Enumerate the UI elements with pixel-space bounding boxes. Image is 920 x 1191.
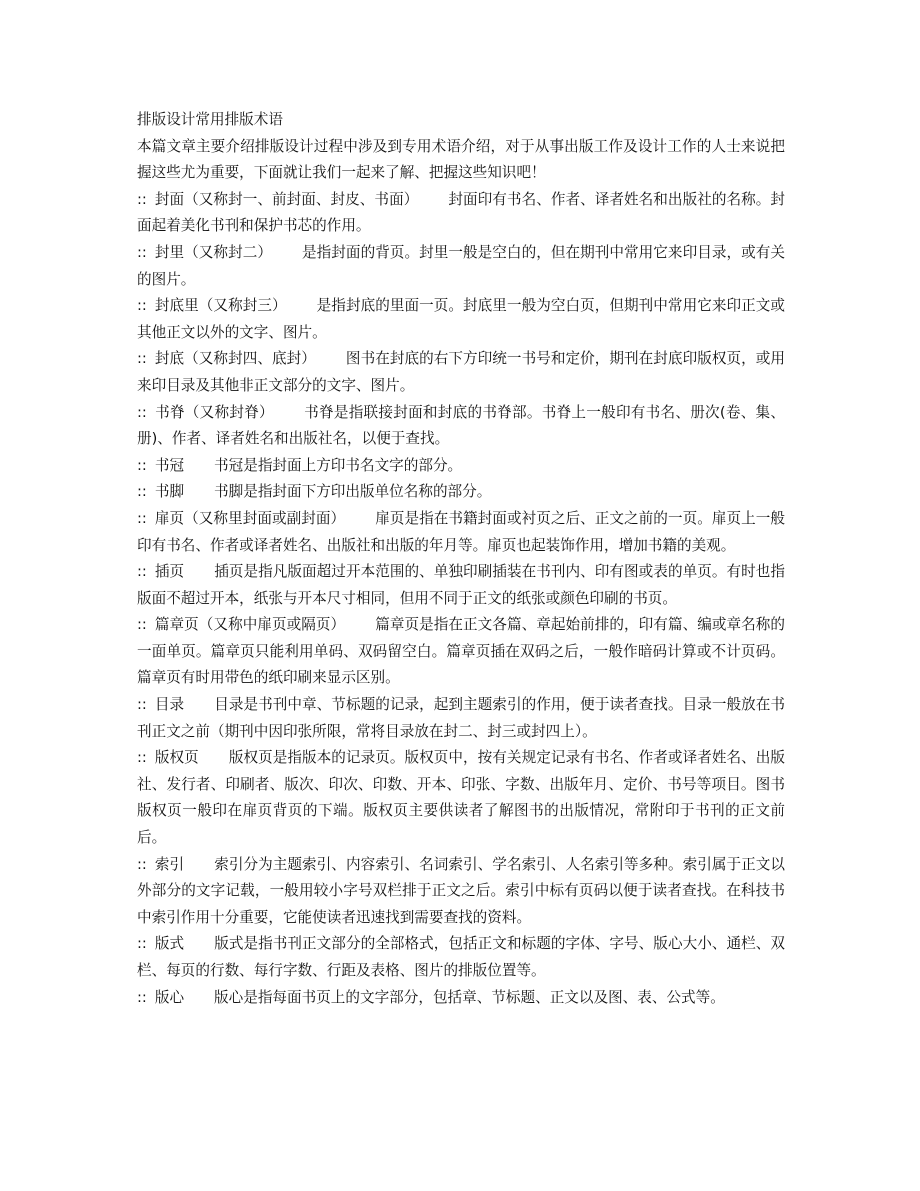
glossary-entry: [137, 346, 785, 399]
glossary-entry: [137, 506, 785, 559]
glossary-entry: [137, 985, 785, 1012]
entry-term: 书脊（又称封脊）: [154, 403, 274, 421]
glossary-entry: [137, 479, 785, 506]
bullet-marker: ::: [137, 243, 147, 261]
entry-definition: 版心是指每面书页上的文字部分，包括章、节标题、正文以及图、表、公式等。: [214, 988, 725, 1006]
entry-term: 目录: [154, 696, 185, 714]
entry-definition: 书冠是指封面上方印书名文字的部分。: [214, 456, 463, 474]
entry-term: 扉页（又称里封面或副封面）: [154, 509, 346, 527]
entry-definition: 书脊是指联接封面和封底的书脊部。书脊上一般印有书名、册次(卷、集、册)、作者、译者姓名和出版社名，以便于查找。: [137, 403, 785, 448]
document-title: 排版设计常用排版术语: [137, 111, 283, 128]
entry-term: 版权页: [154, 749, 199, 767]
bullet-marker: ::: [137, 350, 147, 368]
glossary-entry: [137, 240, 785, 293]
glossary-entry: [137, 745, 785, 851]
glossary-entry: [137, 852, 785, 932]
entry-definition: 是指封面的背页。封里一般是空白的，但在期刊中常用它来印目录，或有关的图片。: [137, 243, 785, 288]
document-page: [137, 107, 785, 1011]
glossary-entry: [137, 187, 785, 240]
bullet-marker: ::: [137, 988, 147, 1006]
entry-term: 封面（又称封一、前封面、封皮、书面）: [154, 190, 419, 208]
entry-term: 封底里（又称封三）: [154, 297, 287, 315]
entry-definition: 版权页是指版本的记录页。版权页中，按有关规定记录有书名、作者或译者姓名、出版社、发行者、印刷者、版次、印次、印数、开本、印张、字数、出版年月、定价、书号等项目。图书版权页一般印在扉页背页的下端。版权页主要供读者了解图书的出版情况，常附印于书刊的正文前后。: [137, 749, 785, 847]
glossary-entry: [137, 453, 785, 480]
bullet-marker: ::: [137, 749, 147, 767]
entry-term: 篇章页（又称中扉页或隔页）: [154, 616, 346, 634]
glossary-entry: [137, 559, 785, 612]
entry-definition: 目录是书刊中章、节标题的记录，起到主题索引的作用，便于读者查找。目录一般放在书刊正文之前（期刊中因印张所限，常将目录放在封二、封三或封四上）。: [137, 696, 785, 740]
glossary-entry: [137, 293, 785, 346]
glossary-entry: [137, 400, 785, 453]
entry-term: 版式: [154, 935, 185, 953]
bullet-marker: ::: [137, 696, 147, 714]
entry-definition: 图书在封底的右下方印统一书号和定价，期刊在封底印版权页，或用来印目录及其他非正文部分的文字、图片。: [137, 350, 785, 394]
glossary-entry: [137, 692, 785, 745]
entry-term: 索引: [154, 855, 185, 873]
entry-definition: 版式是指书刊正文部分的全部格式，包括正文和标题的字体、字号、版心大小、通栏、双栏、每页的行数、每行字数、行距及表格、图片的排版位置等。: [137, 935, 785, 979]
bullet-marker: ::: [137, 616, 147, 634]
entry-definition: 索引分为主题索引、内容索引、名词索引、学名索引、人名索引等多种。索引属于正文以外部分的文字记载，一般用较小字号双栏排于正文之后。索引中标有页码以便于读者查找。在科技书中索引作用十分重要，它能使读者迅速找到需要查找的资料。: [137, 855, 785, 926]
entry-term: 封底（又称封四、底封）: [154, 350, 316, 368]
document-intro: 本篇文章主要介绍排版设计过程中涉及到专用术语介绍，对于从事出版工作及设计工作的人士来说把握这些尤为重要，下面就让我们一起来了解、把握这些知识吧！: [137, 137, 785, 182]
entry-term: 封里（又称封二）: [154, 243, 272, 261]
bullet-marker: ::: [137, 855, 147, 873]
entry-definition: 书脚是指封面下方印出版单位名称的部分。: [214, 483, 492, 501]
entry-definition: 是指封底的里面一页。封底里一般为空白页，但期刊中常用它来印正文或其他正文以外的文字、图片。: [137, 297, 785, 341]
entry-definition: 扉页是指在书籍封面或衬页之后、正文之前的一页。扉页上一般印有书名、作者或译者姓名、出版社和出版的年月等。扉页也起装饰作用，增加书籍的美观。: [137, 509, 785, 554]
bullet-marker: ::: [137, 509, 147, 527]
bullet-marker: ::: [137, 297, 147, 315]
entry-term: 书冠: [154, 456, 185, 474]
bullet-marker: ::: [137, 563, 147, 581]
entry-term: 版心: [154, 988, 185, 1006]
bullet-marker: ::: [137, 403, 147, 421]
bullet-marker: ::: [137, 190, 147, 208]
bullet-marker: ::: [137, 456, 147, 474]
bullet-marker: ::: [137, 935, 147, 953]
entry-definition: 篇章页是指在正文各篇、章起始前排的，印有篇、编或章名称的一面单页。篇章页只能利用单码、双码留空白。篇章页插在双码之后，一般作暗码计算或不计页码。篇章页有时用带色的纸印刷来显示区别。: [137, 616, 785, 687]
entry-term: 插页: [154, 563, 185, 581]
entry-term: 书脚: [154, 483, 185, 501]
glossary-entry: [137, 612, 785, 692]
glossary-entry: [137, 931, 785, 984]
entry-definition: 插页是指凡版面超过开本范围的、单独印刷插装在书刊内、印有图或表的单页。有时也指版面不超过开本，纸张与开本尺寸相同，但用不同于正文的纸张或颜色印刷的书页。: [137, 563, 785, 607]
glossary-entries: [137, 187, 785, 1011]
bullet-marker: ::: [137, 483, 147, 501]
entry-definition: 封面印有书名、作者、译者姓名和出版社的名称。封面起着美化书刊和保护书芯的作用。: [137, 190, 785, 235]
